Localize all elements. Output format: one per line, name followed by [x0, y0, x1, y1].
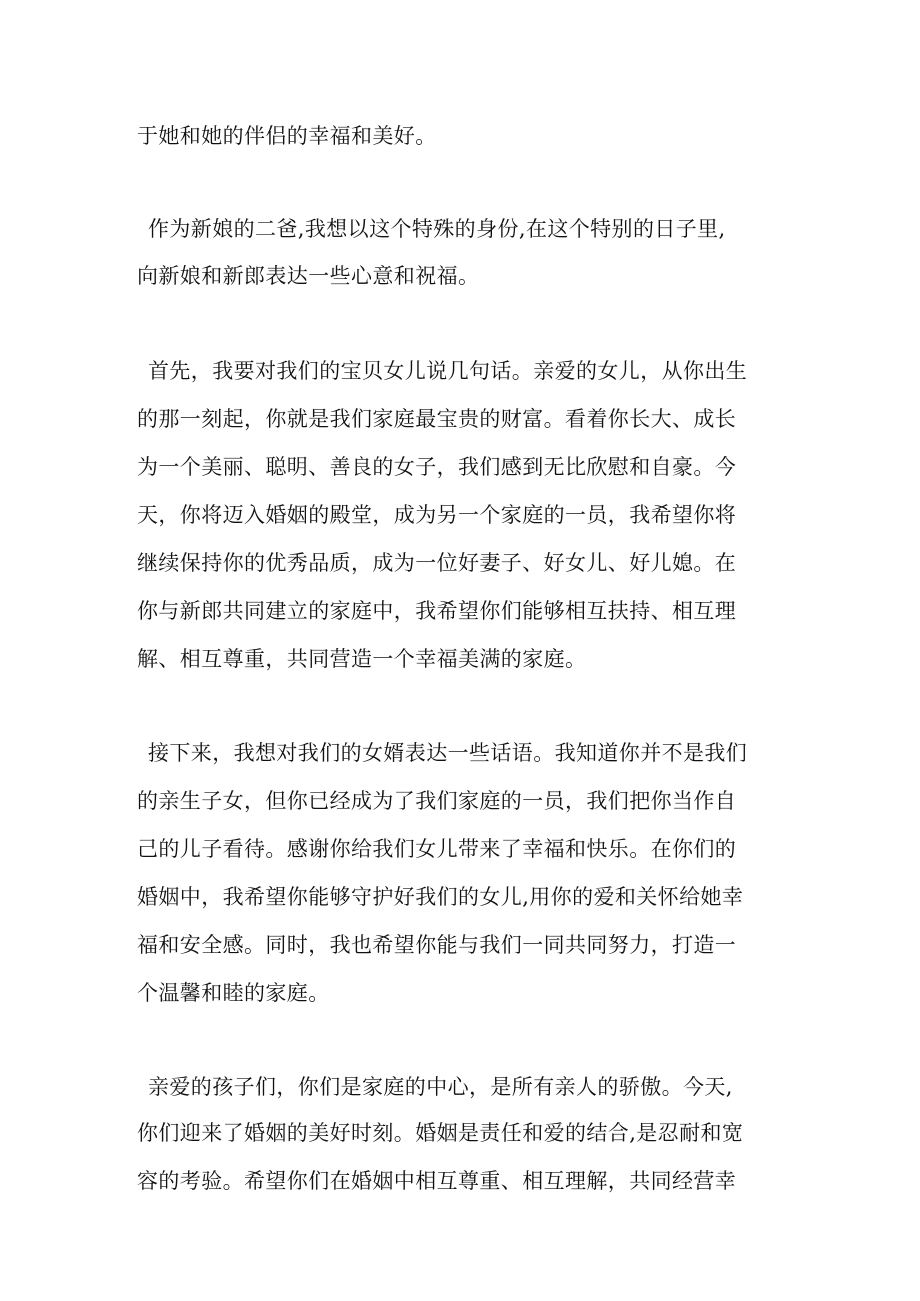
paragraph-3-line-6: 你与新郎共同建立的家庭中，我希望你们能够相互扶持、相互理 [137, 599, 737, 623]
paragraph-4-line-3: 己的儿子看待。感谢你给我们女儿带来了幸福和快乐。在你们的 [137, 837, 737, 861]
paragraph-2-line-1: 作为新娘的二爸,我想以这个特殊的身份,在这个特别的日子里, [148, 217, 726, 241]
paragraph-3-line-7: 解、相互尊重，共同营造一个幸福美满的家庭。 [137, 647, 587, 671]
paragraph-2-line-2: 向新娘和新郎表达一些心意和祝福。 [137, 264, 480, 288]
paragraph-4-line-6: 个温馨和睦的家庭。 [137, 981, 330, 1005]
paragraph-3-line-2: 的那一刻起，你就是我们家庭最宝贵的财富。看着你长大、成长 [137, 407, 737, 431]
paragraph-3-line-4: 天，你将迈入婚姻的殿堂，成为另一个家庭的一员，我希望你将 [137, 503, 737, 527]
paragraph-3-line-5: 继续保持你的优秀品质，成为一位好妻子、好女儿、好儿媳。在 [137, 551, 737, 575]
paragraph-4-line-2: 的亲生子女，但你已经成为了我们家庭的一员，我们把你当作自 [137, 789, 737, 813]
paragraph-4-line-1: 接下来，我想对我们的女婿表达一些话语。我知道你并不是我们 [148, 741, 748, 765]
paragraph-5-line-3: 容的考验。希望你们在婚姻中相互尊重、相互理解，共同经营幸 [137, 1169, 737, 1193]
paragraph-5-line-2: 你们迎来了婚姻的美好时刻。婚姻是责任和爱的结合,是忍耐和宽 [137, 1121, 744, 1145]
paragraph-4-line-5: 福和安全感。同时，我也希望你能与我们一同共同努力，打造一 [137, 933, 737, 957]
paragraph-5-line-1: 亲爱的孩子们，你们是家庭的中心，是所有亲人的骄傲。今天, [148, 1075, 733, 1099]
paragraph-1-line-1: 于她和她的伴侣的幸福和美好。 [137, 124, 437, 148]
paragraph-3-line-1: 首先，我要对我们的宝贝女儿说几句话。亲爱的女儿，从你出生 [148, 359, 748, 383]
paragraph-3-line-3: 为一个美丽、聪明、善良的女子，我们感到无比欣慰和自豪。今 [137, 455, 737, 479]
paragraph-4-line-4: 婚姻中，我希望你能够守护好我们的女儿,用你的爱和关怀给她幸 [137, 885, 744, 909]
